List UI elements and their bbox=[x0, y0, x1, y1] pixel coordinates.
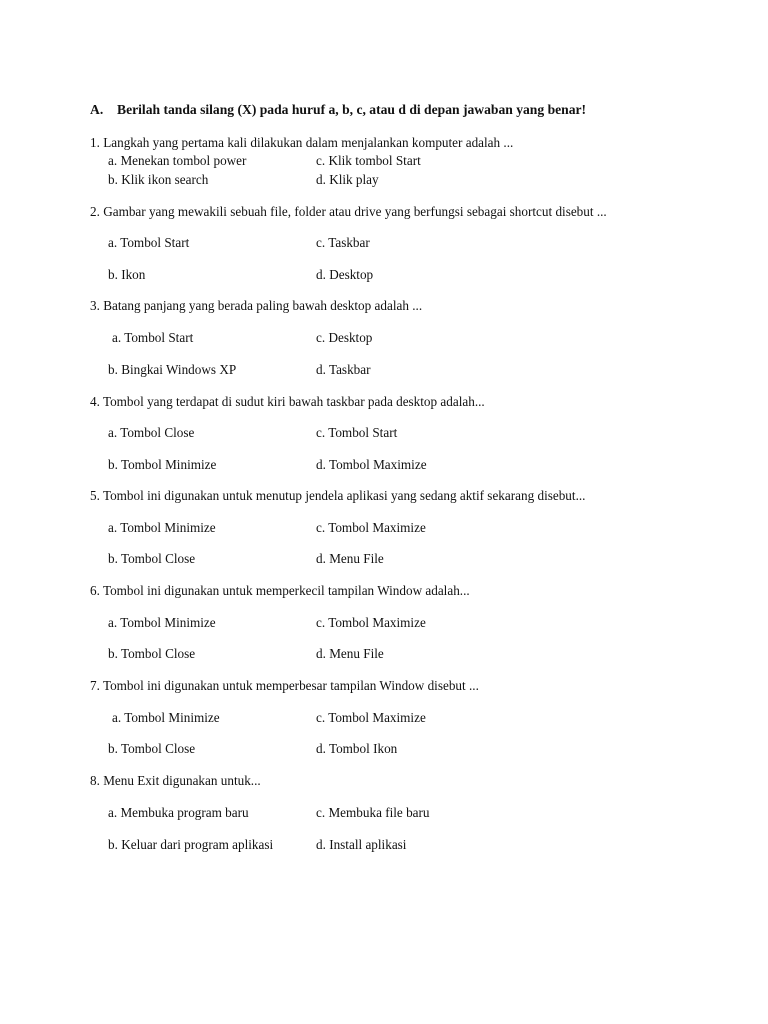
question-7-option-a: a. Tombol Minimize bbox=[112, 710, 220, 725]
question-3-option-c: c. Desktop bbox=[316, 330, 373, 345]
question-1-stem: 1. Langkah yang pertama kali dilakukan dalam menjalankan komputer adalah ... bbox=[90, 135, 514, 150]
question-6-option-d: d. Menu File bbox=[316, 646, 384, 661]
question-7-option-d: d. Tombol Ikon bbox=[316, 741, 398, 756]
section-heading bbox=[90, 102, 586, 118]
question-5-option-a: a. Tombol Minimize bbox=[108, 520, 216, 535]
question-6-option-a: a. Tombol Minimize bbox=[108, 615, 216, 630]
section-letter: A. bbox=[90, 102, 104, 117]
question-4-option-c: c. Tombol Start bbox=[316, 425, 398, 440]
question-6-stem: 6. Tombol ini digunakan untuk memperkecil tampilan Window adalah... bbox=[90, 583, 470, 598]
question-7-option-c: c. Tombol Maximize bbox=[316, 710, 426, 725]
question-5-option-c: c. Tombol Maximize bbox=[316, 520, 426, 535]
question-4-option-d: d. Tombol Maximize bbox=[316, 457, 427, 472]
question-4-stem: 4. Tombol yang terdapat di sudut kiri bawah taskbar pada desktop adalah... bbox=[90, 394, 485, 409]
question-1-option-b: b. Klik ikon search bbox=[108, 172, 209, 187]
question-3-option-d: d. Taskbar bbox=[316, 362, 371, 377]
section-instruction: Berilah tanda silang (X) pada huruf a, b, c, atau d di depan jawaban yang benar! bbox=[117, 102, 587, 117]
question-4-option-a: a. Tombol Close bbox=[108, 425, 195, 440]
question-6-option-c: c. Tombol Maximize bbox=[316, 615, 426, 630]
question-2-option-d: d. Desktop bbox=[316, 267, 374, 282]
question-1-option-c: c. Klik tombol Start bbox=[316, 153, 421, 168]
question-5-option-b: b. Tombol Close bbox=[108, 551, 196, 566]
question-8-option-c: c. Membuka file baru bbox=[316, 805, 430, 820]
question-3-stem: 3. Batang panjang yang berada paling bawah desktop adalah ... bbox=[90, 298, 423, 313]
question-4-option-b: b. Tombol Minimize bbox=[108, 457, 217, 472]
question-2-stem: 2. Gambar yang mewakili sebuah file, folder atau drive yang berfungsi sebagai shortcut disebut ... bbox=[90, 204, 607, 219]
question-8-option-d: d. Install aplikasi bbox=[316, 837, 407, 852]
question-7-option-b: b. Tombol Close bbox=[108, 741, 196, 756]
question-7-stem: 7. Tombol ini digunakan untuk memperbesar tampilan Window disebut ... bbox=[90, 678, 479, 693]
question-2-option-a: a. Tombol Start bbox=[108, 235, 190, 250]
question-8-option-b: b. Keluar dari program aplikasi bbox=[108, 837, 274, 852]
question-8-stem: 8. Menu Exit digunakan untuk... bbox=[90, 773, 261, 788]
question-1-option-d: d. Klik play bbox=[316, 172, 379, 187]
question-8-option-a: a. Membuka program baru bbox=[108, 805, 249, 820]
question-3-option-a: a. Tombol Start bbox=[112, 330, 194, 345]
question-2-option-b: b. Ikon bbox=[108, 267, 146, 282]
question-1-option-a: a. Menekan tombol power bbox=[108, 153, 247, 168]
question-2-option-c: c. Taskbar bbox=[316, 235, 370, 250]
question-3-option-b: b. Bingkai Windows XP bbox=[108, 362, 237, 377]
question-5-stem: 5. Tombol ini digunakan untuk menutup jendela aplikasi yang sedang aktif sekarang disebut... bbox=[90, 488, 586, 503]
question-6-option-b: b. Tombol Close bbox=[108, 646, 196, 661]
question-5-option-d: d. Menu File bbox=[316, 551, 384, 566]
